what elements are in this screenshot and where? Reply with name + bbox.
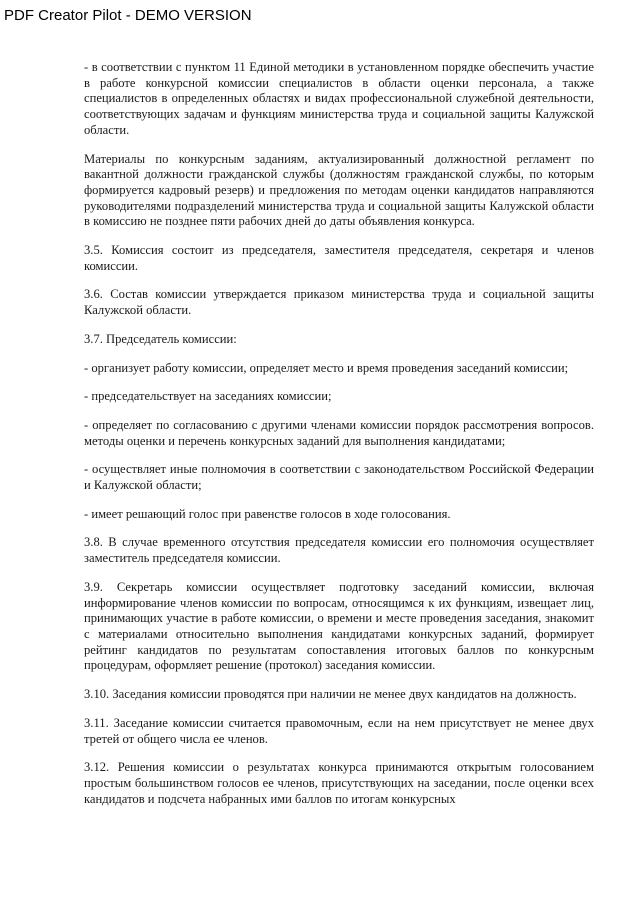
paragraph: 3.12. Решения комиссии о результатах конкурса принимаются открытым голосованием простым большинством голосов ее членов, присутствующих на заседании, после оценки всех кандидатов и подсчета набранных ими баллов по итогам конкурсных (84, 760, 594, 806)
paragraph: 3.9. Секретарь комиссии осуществляет подготовку заседаний комиссии, включая информирование членов комиссии по вопросам, относящимся к их функциям, извещает лиц, принимающих участие в работе комиссии, о времени и месте проведения заседания, знакомит с материалами относительно выполнения кандидатами конкурсных заданий, формирует рейтинг кандидатов по результатам сопоставления итоговых баллов по конкурсным процедурам, оформляет решение (протокол) заседания комиссии. (84, 579, 594, 673)
paragraph: - председательствует на заседаниях комиссии; (84, 389, 332, 404)
demo-watermark: PDF Creator Pilot - DEMO VERSION (4, 7, 252, 24)
paragraph: 3.11. Заседание комиссии считается правомочным, если на нем присутствует не менее двух третей от общего числа ее членов. (84, 715, 594, 746)
paragraph: - имеет решающий голос при равенстве голосов в ходе голосования. (84, 506, 451, 521)
document-body (84, 60, 594, 820)
paragraph: - организует работу комиссии, определяет место и время проведения заседаний комиссии; (84, 360, 569, 375)
paragraph: - осуществляет иные полномочия в соответствии с законодательством Российской Федерации и Калужской области; (84, 462, 594, 493)
paragraph: 3.8. В случае временного отсутствия председателя комиссии его полномочия осуществляет заместитель председателя комиссии. (84, 535, 594, 566)
paragraph: 3.6. Состав комиссии утверждается приказом министерства труда и социальной защиты Калужской области. (84, 287, 594, 318)
paragraph: 3.10. Заседания комиссии проводятся при наличии не менее двух кандидатов на должность. (84, 687, 577, 702)
paragraph: Материалы по конкурсным заданиям, актуализированный должностной регламент по вакантной должности гражданской службы (должностям гражданской службы, по которым формируется кадровый резерв) и предложения по методам оценки кандидатов направляются руководителями подразделений министерства труда и социальной защиты Калужской области в комиссию не позднее пяти рабочих дней до даты объявления конкурса. (84, 151, 594, 229)
paragraph: - определяет по согласованию с другими членами комиссии порядок рассмотрения вопросов. методы оценки и перечень конкурсных заданий для выполнения кандидатами; (84, 417, 594, 448)
paragraph: - в соответствии с пунктом 11 Единой методики в установленном порядке обеспечить участие в работе конкурсной комиссии специалистов в области оценки персонала, а также специалистов в определенных областях и видах профессиональной служебной деятельности, соответствующих задачам и функциям министерства труда и социальной защиты Калужской области. (84, 60, 594, 137)
paragraph: 3.7. Председатель комиссии: (84, 331, 237, 346)
paragraph: 3.5. Комиссия состоит из председателя, заместителя председателя, секретаря и членов комиссии. (84, 243, 594, 273)
